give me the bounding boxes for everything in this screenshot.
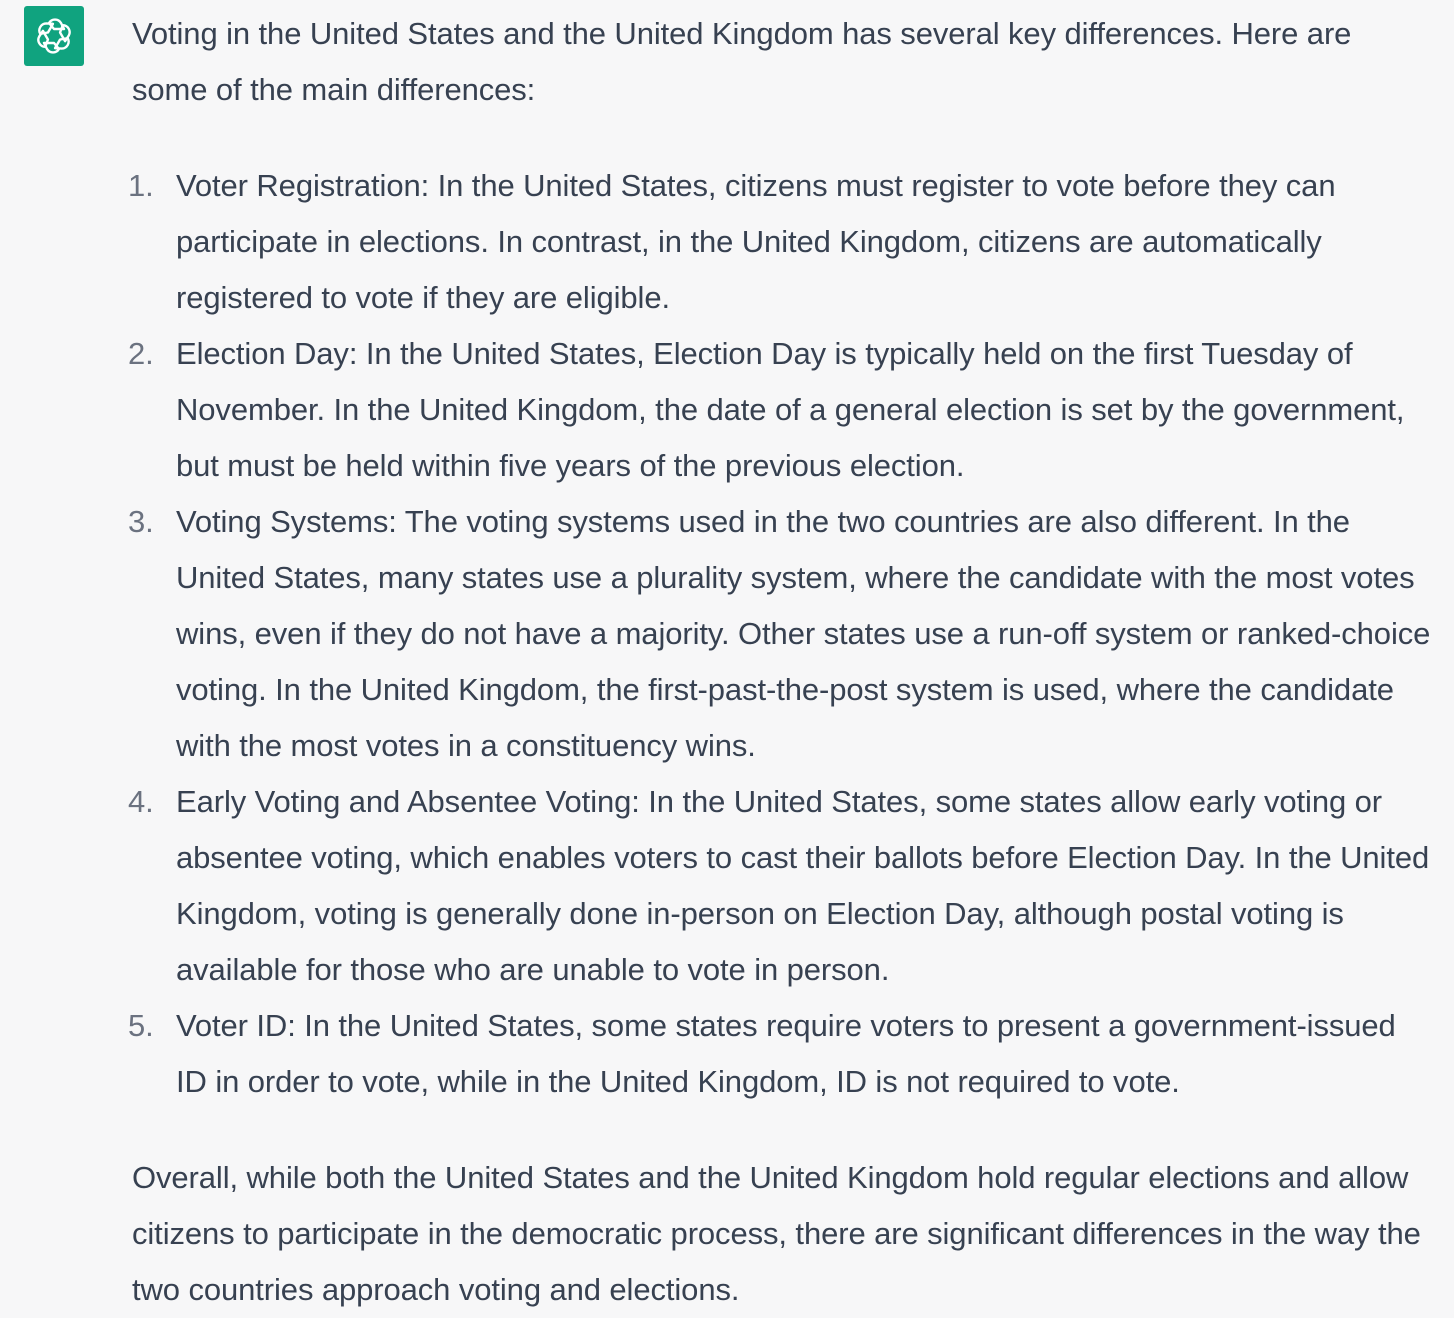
openai-logo-icon [33, 15, 75, 57]
list-number: 1. [128, 168, 154, 203]
list-item-text: Early Voting and Absentee Voting: In the United States, some states allow early voting or absentee voting, which enables voters to cast their ballots before Election Day. In the United Kingdom, voting is generally done in-person on Election Day, although postal voting is available for those who are unable to vote in person. [176, 784, 1430, 987]
message-content [128, 6, 1432, 1318]
list-item [128, 774, 1432, 998]
differences-list [128, 158, 1432, 1110]
list-number: 2. [128, 336, 154, 371]
list-item [128, 158, 1432, 326]
list-item-text: Voter ID: In the United States, some states require voters to present a government-issued ID in order to vote, while in the United Kingdom, ID is not required to vote. [176, 1008, 1396, 1099]
assistant-avatar [24, 6, 84, 66]
list-item-text: Election Day: In the United States, Election Day is typically held on the first Tuesday of November. In the United Kingdom, the date of a general election is set by the government, but must be held within five years of the previous election. [176, 336, 1405, 483]
list-item [128, 998, 1432, 1110]
list-number: 5. [128, 1008, 154, 1043]
conclusion-paragraph: Overall, while both the United States and the United Kingdom hold regular elections and allow citizens to participate in the democratic process, there are significant differences in the way the two countries approach voting and elections. [132, 1160, 1421, 1307]
list-item-text: Voter Registration: In the United States, citizens must register to vote before they can participate in elections. In contrast, in the United Kingdom, citizens are automatically registered to vote if they are eligible. [176, 168, 1336, 315]
list-item-text: Voting Systems: The voting systems used in the two countries are also different. In the United States, many states use a plurality system, where the candidate with the most votes wins, even if they do not have a majority. Other states use a run-off system or ranked-choice voting. In the United Kingdom, the first-past-the-post system is used, where the candidate with the most votes in a constituency wins. [176, 504, 1431, 763]
list-item [128, 326, 1432, 494]
intro-paragraph: Voting in the United States and the United Kingdom has several key differences. Here are some of the main differences: [132, 16, 1352, 107]
list-number: 4. [128, 784, 154, 819]
list-number: 3. [128, 504, 154, 539]
list-item [128, 494, 1432, 774]
